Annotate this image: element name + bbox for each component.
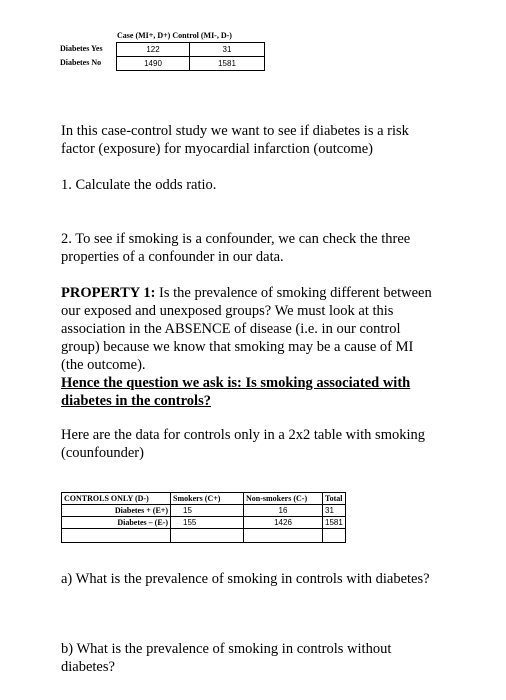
- intro-line: factor (exposure) for myocardial infarction (outcome): [61, 141, 374, 157]
- property-1-label: PROPERTY 1:: [61, 285, 156, 301]
- table1-cell: 122: [117, 43, 190, 57]
- table1-cell: 1581: [190, 57, 265, 71]
- table2-cell: 16: [244, 505, 323, 517]
- table2-header: Smokers (C+): [171, 493, 244, 505]
- table-row: [117, 57, 265, 71]
- table2: [61, 492, 346, 543]
- table1-row-label-no: Diabetes No: [60, 58, 102, 67]
- property-1-line: group) because we know that smoking may be a cause of MI: [61, 339, 414, 355]
- table1-header: [117, 31, 232, 40]
- table2-cell: 1426: [244, 517, 323, 529]
- question-2: [61, 230, 461, 266]
- table1-cell: 1490: [117, 57, 190, 71]
- table-row: [62, 517, 346, 529]
- table-row: [62, 493, 346, 505]
- question-b-line: b) What is the prevalence of smoking in controls without: [61, 641, 392, 657]
- data-intro-paragraph: [61, 426, 461, 462]
- table2-empty-cell: [244, 529, 323, 543]
- table2-cell: 155: [171, 517, 244, 529]
- question-b-line: diabetes?: [61, 659, 115, 675]
- table1-header-case: Case (MI+, D+): [117, 31, 171, 40]
- property-1-line: our exposed and unexposed groups? We must look at this: [61, 303, 394, 319]
- table2-empty-cell: [171, 529, 244, 543]
- property-1-line: association in the ABSENCE of disease (i.e. in our control: [61, 321, 401, 337]
- question-a: a) What is the prevalence of smoking in controls with diabetes?: [61, 571, 430, 587]
- table2-header: CONTROLS ONLY (D-): [62, 493, 171, 505]
- data-intro-line: Here are the data for controls only in a 2x2 table with smoking: [61, 427, 426, 443]
- property-1-question: diabetes in the controls?: [61, 393, 211, 409]
- table2-header: Non-smokers (C-): [244, 493, 323, 505]
- table2-empty-cell: [323, 529, 346, 543]
- table2-cell: 1581: [323, 517, 346, 529]
- table1-cell: 31: [190, 43, 265, 57]
- data-intro-line: (counfounder): [61, 445, 144, 461]
- table2-header: Total: [323, 493, 346, 505]
- question-1: 1. Calculate the odds ratio.: [61, 177, 217, 193]
- intro-line: In this case-control study we want to see if diabetes is a risk: [61, 123, 409, 139]
- table2-cell: 15: [171, 505, 244, 517]
- property-1-text: Is the prevalence of smoking different between: [155, 285, 432, 301]
- table2-row-label: Diabetes + (E+): [62, 505, 171, 517]
- question-2-line: properties of a confounder in our data.: [61, 249, 284, 265]
- property-1-paragraph: [61, 284, 461, 410]
- table1: [116, 42, 265, 71]
- table1-header-control: Control (MI-, D-): [172, 31, 232, 40]
- table1-row-label-yes: Diabetes Yes: [60, 44, 103, 53]
- table-row: [117, 43, 265, 57]
- table-row: [62, 505, 346, 517]
- table2-row-label: Diabetes – (E-): [62, 517, 171, 529]
- property-1-line: (the outcome).: [61, 357, 146, 373]
- table2-cell: 31: [323, 505, 346, 517]
- property-1-question: Hence the question we ask is: Is smoking associated with: [61, 375, 411, 391]
- table-row: [62, 529, 346, 543]
- intro-paragraph: [61, 122, 461, 158]
- table2-empty-cell: [62, 529, 171, 543]
- question-b: [61, 640, 461, 676]
- question-2-line: 2. To see if smoking is a confounder, we can check the three: [61, 231, 411, 247]
